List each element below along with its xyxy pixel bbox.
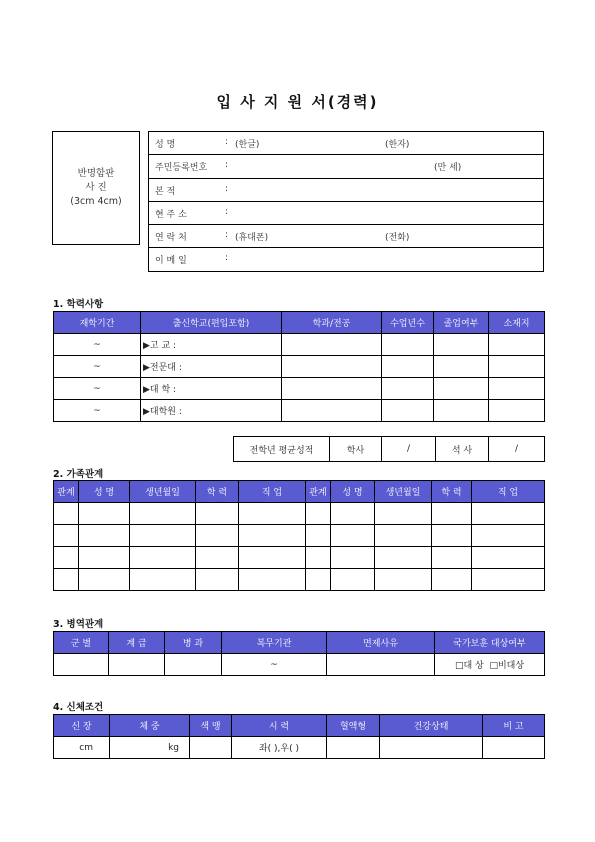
table-row bbox=[234, 437, 545, 462]
period-cell[interactable]: ~ bbox=[54, 378, 141, 400]
header-cell: 시 력 bbox=[232, 715, 327, 737]
personal-info-box bbox=[148, 131, 544, 272]
input-cell[interactable] bbox=[382, 378, 434, 400]
input-cell[interactable] bbox=[190, 737, 232, 759]
input-cell[interactable] bbox=[472, 569, 545, 591]
header-cell: 면제사유 bbox=[327, 632, 435, 654]
input-cell[interactable] bbox=[306, 525, 331, 547]
photo-label-3: (3cm 4cm) bbox=[70, 196, 122, 207]
age-hint: (만 세) bbox=[434, 163, 462, 174]
input-cell[interactable] bbox=[196, 569, 239, 591]
input-cell[interactable] bbox=[239, 525, 306, 547]
header-cell: 관계 bbox=[54, 481, 79, 503]
mobile-hint: (휴대폰) bbox=[235, 233, 269, 244]
rrn-label: 주민등록번호 bbox=[155, 163, 208, 174]
education-header-row bbox=[54, 312, 545, 334]
weight-cell[interactable]: kg bbox=[110, 737, 190, 759]
input-cell[interactable] bbox=[54, 547, 79, 569]
input-cell[interactable] bbox=[432, 525, 472, 547]
table-row bbox=[54, 737, 545, 759]
photo-label-2: 사 진 bbox=[85, 182, 107, 193]
school-cell[interactable]: ▶대 학 : bbox=[141, 378, 282, 400]
input-cell[interactable] bbox=[382, 356, 434, 378]
input-cell[interactable] bbox=[375, 503, 432, 525]
non-target-checkbox[interactable]: □비대상 bbox=[489, 661, 525, 671]
input-cell[interactable] bbox=[432, 503, 472, 525]
school-cell[interactable]: ▶대학원 : bbox=[141, 400, 282, 422]
veteran-status-cell bbox=[435, 654, 545, 676]
header-cell: 학 력 bbox=[432, 481, 472, 503]
header-cell: 군 별 bbox=[54, 632, 109, 654]
education-heading: 1. 학력사항 bbox=[53, 299, 104, 310]
input-cell[interactable] bbox=[282, 334, 382, 356]
input-cell[interactable] bbox=[282, 400, 382, 422]
header-cell: 혈액형 bbox=[327, 715, 380, 737]
education-table bbox=[53, 311, 545, 422]
table-row bbox=[54, 503, 545, 525]
header-cell: 졸업여부 bbox=[434, 312, 489, 334]
colon: : bbox=[225, 206, 229, 217]
header-cell: 수업년수 bbox=[382, 312, 434, 334]
table-row bbox=[54, 378, 545, 400]
military-table bbox=[53, 631, 545, 676]
header-cell: 색 맹 bbox=[190, 715, 232, 737]
input-cell[interactable] bbox=[306, 503, 331, 525]
input-cell[interactable] bbox=[432, 547, 472, 569]
input-cell[interactable] bbox=[239, 503, 306, 525]
input-cell[interactable] bbox=[130, 503, 196, 525]
name-korean-hint: (한글) bbox=[235, 140, 260, 150]
header-cell: 생년월일 bbox=[130, 481, 196, 503]
colon: : bbox=[225, 230, 229, 241]
email-row[interactable] bbox=[149, 248, 543, 273]
header-cell: 계 급 bbox=[109, 632, 165, 654]
height-cell[interactable]: cm bbox=[54, 737, 110, 759]
period-cell[interactable]: ~ bbox=[54, 334, 141, 356]
input-cell[interactable] bbox=[380, 737, 483, 759]
name-label: 성 명 bbox=[155, 140, 176, 150]
rrn-row[interactable] bbox=[149, 155, 543, 178]
input-cell[interactable] bbox=[489, 334, 545, 356]
input-cell[interactable] bbox=[109, 654, 165, 676]
input-cell[interactable] bbox=[196, 525, 239, 547]
body-table bbox=[53, 714, 545, 759]
photo-label-1: 반명함판 bbox=[77, 168, 115, 179]
address-row[interactable] bbox=[149, 202, 543, 225]
target-checkbox[interactable]: □대 상 bbox=[454, 661, 484, 671]
input-cell[interactable] bbox=[282, 356, 382, 378]
header-cell: 신 장 bbox=[54, 715, 110, 737]
input-cell[interactable] bbox=[54, 525, 79, 547]
photo-box bbox=[52, 131, 140, 245]
grades-label: 전학년 평균성적 bbox=[234, 437, 330, 462]
input-cell[interactable] bbox=[489, 400, 545, 422]
input-cell[interactable] bbox=[434, 334, 489, 356]
input-cell[interactable] bbox=[331, 503, 375, 525]
email-label: 이 메 일 bbox=[155, 256, 187, 267]
input-cell[interactable] bbox=[483, 737, 545, 759]
header-cell: 직 업 bbox=[239, 481, 306, 503]
service-period-cell[interactable]: ~ bbox=[222, 654, 327, 676]
table-row bbox=[54, 356, 545, 378]
input-cell[interactable] bbox=[306, 569, 331, 591]
input-cell[interactable] bbox=[165, 654, 222, 676]
input-cell[interactable] bbox=[130, 525, 196, 547]
input-cell[interactable] bbox=[239, 569, 306, 591]
address-label: 현 주 소 bbox=[155, 209, 187, 220]
input-cell[interactable] bbox=[489, 356, 545, 378]
input-cell[interactable] bbox=[79, 525, 130, 547]
bachelor-grade-cell[interactable]: / bbox=[382, 437, 436, 462]
master-label: 석 사 bbox=[436, 437, 489, 462]
phone-hint: (전화) bbox=[385, 233, 410, 244]
input-cell[interactable] bbox=[331, 547, 375, 569]
table-row bbox=[54, 569, 545, 591]
contact-row[interactable] bbox=[149, 225, 543, 248]
header-cell: 복무기관 bbox=[222, 632, 327, 654]
page-title: 입 사 지 원 서(경력) bbox=[216, 93, 379, 111]
header-cell: 관계 bbox=[306, 481, 331, 503]
period-cell[interactable]: ~ bbox=[54, 400, 141, 422]
header-cell: 출신학교(편입포함) bbox=[141, 312, 282, 334]
name-row[interactable] bbox=[149, 132, 543, 155]
period-cell[interactable]: ~ bbox=[54, 356, 141, 378]
input-cell[interactable] bbox=[130, 569, 196, 591]
input-cell[interactable] bbox=[434, 356, 489, 378]
family-header-row bbox=[54, 481, 545, 503]
input-cell[interactable] bbox=[54, 569, 79, 591]
input-cell[interactable] bbox=[382, 400, 434, 422]
input-cell[interactable] bbox=[375, 569, 432, 591]
header-cell: 학 력 bbox=[196, 481, 239, 503]
input-cell[interactable] bbox=[79, 503, 130, 525]
input-cell[interactable] bbox=[306, 547, 331, 569]
header-cell: 소재지 bbox=[489, 312, 545, 334]
input-cell[interactable] bbox=[79, 547, 130, 569]
input-cell[interactable] bbox=[282, 378, 382, 400]
header-cell: 성 명 bbox=[79, 481, 130, 503]
table-row bbox=[54, 400, 545, 422]
origin-row[interactable] bbox=[149, 179, 543, 202]
header-cell: 재학기간 bbox=[54, 312, 141, 334]
input-cell[interactable] bbox=[472, 547, 545, 569]
header-cell: 비 고 bbox=[483, 715, 545, 737]
input-cell[interactable] bbox=[130, 547, 196, 569]
input-cell[interactable] bbox=[375, 547, 432, 569]
input-cell[interactable] bbox=[196, 547, 239, 569]
school-cell[interactable]: ▶전문대 : bbox=[141, 356, 282, 378]
header-cell: 건강상태 bbox=[380, 715, 483, 737]
header-cell: 성 명 bbox=[331, 481, 375, 503]
input-cell[interactable] bbox=[331, 525, 375, 547]
input-cell[interactable] bbox=[434, 400, 489, 422]
input-cell[interactable] bbox=[434, 378, 489, 400]
military-heading: 3. 병역관계 bbox=[53, 619, 104, 630]
header-cell: 생년월일 bbox=[375, 481, 432, 503]
table-row bbox=[54, 334, 545, 356]
origin-label: 본 적 bbox=[155, 186, 176, 197]
grades-table bbox=[233, 436, 545, 462]
input-cell[interactable] bbox=[331, 569, 375, 591]
body-heading: 4. 신체조건 bbox=[53, 702, 104, 713]
input-cell[interactable] bbox=[327, 737, 380, 759]
input-cell[interactable] bbox=[54, 503, 79, 525]
input-cell[interactable] bbox=[327, 654, 435, 676]
bachelor-label: 학사 bbox=[330, 437, 382, 462]
table-row bbox=[54, 654, 545, 676]
master-grade-cell[interactable]: / bbox=[489, 437, 545, 462]
school-cell[interactable]: ▶고 교 : bbox=[141, 334, 282, 356]
colon: : bbox=[225, 253, 229, 264]
colon: : bbox=[225, 160, 229, 171]
input-cell[interactable] bbox=[239, 547, 306, 569]
colon: : bbox=[225, 183, 229, 194]
input-cell[interactable] bbox=[472, 503, 545, 525]
input-cell[interactable] bbox=[375, 525, 432, 547]
input-cell[interactable] bbox=[489, 378, 545, 400]
contact-label: 연 락 처 bbox=[155, 233, 187, 244]
input-cell[interactable] bbox=[79, 569, 130, 591]
header-cell: 직 업 bbox=[472, 481, 545, 503]
header-cell: 학과/전공 bbox=[282, 312, 382, 334]
name-hanja-hint: (한자) bbox=[385, 140, 410, 150]
input-cell[interactable] bbox=[472, 525, 545, 547]
table-row bbox=[54, 547, 545, 569]
vision-cell[interactable]: 좌( ),우( ) bbox=[232, 737, 327, 759]
family-heading: 2. 가족관계 bbox=[53, 469, 104, 480]
input-cell[interactable] bbox=[196, 503, 239, 525]
header-cell: 체 중 bbox=[110, 715, 190, 737]
military-header-row bbox=[54, 632, 545, 654]
input-cell[interactable] bbox=[432, 569, 472, 591]
header-cell: 국가보훈 대상여부 bbox=[435, 632, 545, 654]
body-header-row bbox=[54, 715, 545, 737]
input-cell[interactable] bbox=[54, 654, 109, 676]
family-table bbox=[53, 480, 545, 591]
table-row bbox=[54, 525, 545, 547]
input-cell[interactable] bbox=[382, 334, 434, 356]
header-cell: 병 과 bbox=[165, 632, 222, 654]
colon: : bbox=[225, 137, 229, 147]
